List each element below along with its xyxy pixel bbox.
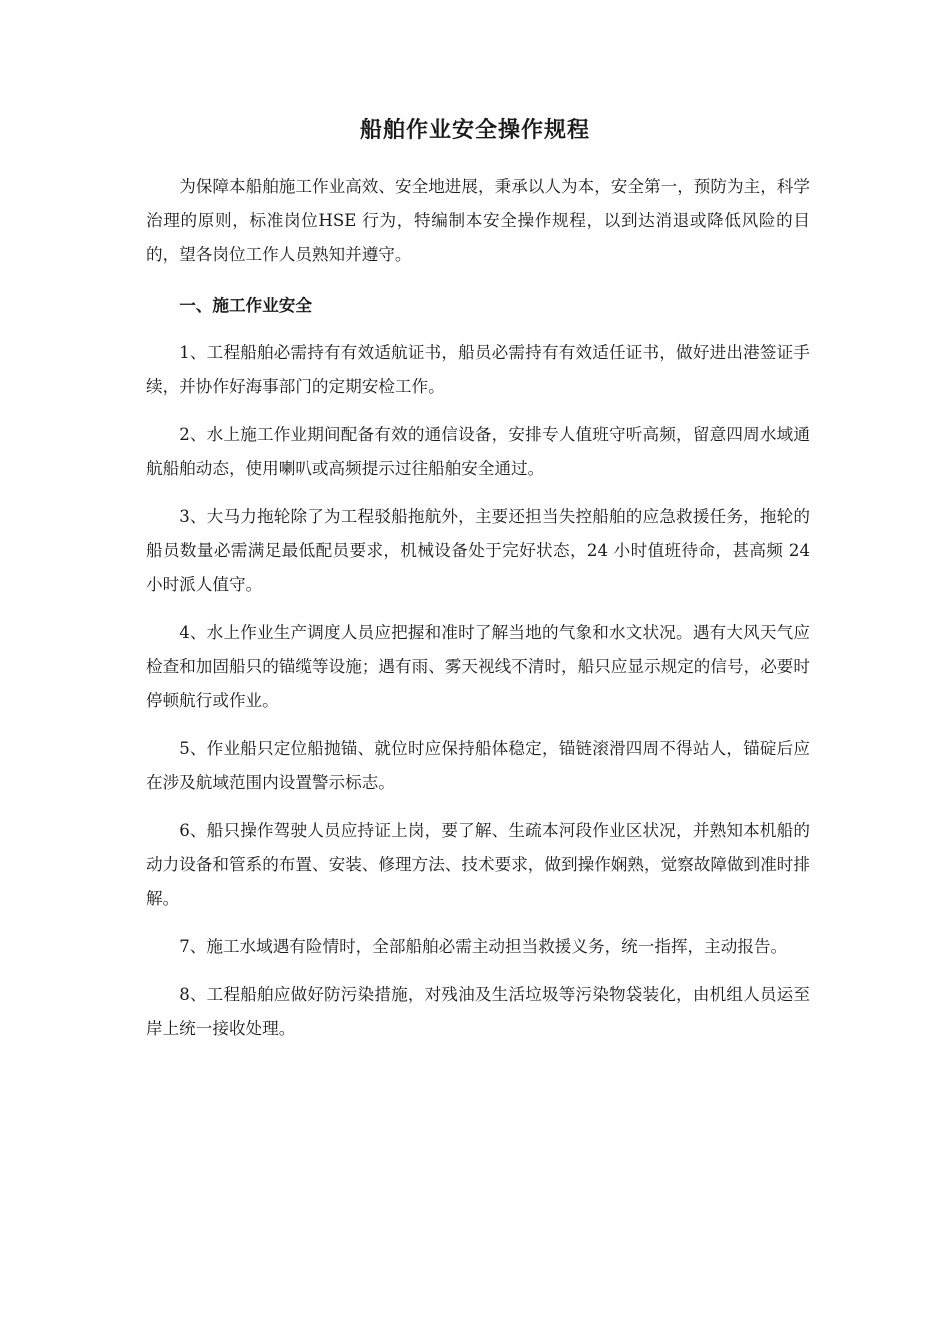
list-item: 5、作业船只定位船抛锚、就位时应保持船体稳定，锚链滚滑四周不得站人，锚碇后应在涉及航域范围内设置警示标志。 (146, 739, 810, 792)
document-body (146, 170, 810, 1060)
list-item: 8、工程船舶应做好防污染措施，对残油及生活垃圾等污染物袋装化，由机组人员运至岸上统一接收处理。 (146, 985, 810, 1038)
list-item: 2、水上施工作业期间配备有效的通信设备，安排专人值班守听高频，留意四周水域通航船舶动态，使用喇叭或高频提示过往船舶安全通过。 (146, 425, 810, 478)
list-item: 1、工程船舶必需持有有效适航证书，船员必需持有有效适任证书，做好进出港签证手续，并协作好海事部门的定期安检工作。 (146, 343, 810, 396)
intro-paragraph: 为保障本船舶施工作业高效、安全地进展，秉承以人为本，安全第一，预防为主，科学治理的原则，标准岗位HSE 行为，特编制本安全操作规程，以到达消退或降低风险的目的，望各岗位工作人员熟知并遵守。 (146, 177, 810, 264)
document-title: 船舶作业安全操作规程 (359, 117, 590, 143)
list-item: 6、船只操作驾驶人员应持证上岗，要了解、生疏本河段作业区状况，并熟知本机船的动力设备和管系的布置、安装、修理方法、技术要求，做到操作娴熟，觉察故障做到准时排解。 (146, 821, 810, 908)
list-item: 4、水上作业生产调度人员应把握和准时了解当地的气象和水文状况。遇有大风天气应检查和加固船只的锚缆等设施；遇有雨、雾天视线不清时，船只应显示规定的信号，必要时停顿航行或作业。 (146, 623, 810, 710)
list-item: 7、施工水域遇有险情时，全部船舶必需主动担当救援义务，统一指挥，主动报告。 (179, 937, 788, 956)
section-heading: 一、施工作业安全 (179, 295, 312, 315)
list-item: 3、大马力拖轮除了为工程驳船拖航外，主要还担当失控船舶的应急救援任务，拖轮的船员数量必需满足最低配员要求，机械设备处于完好状态，24 小时值班待命，甚高频 24 小时派人值守。 (146, 507, 810, 594)
